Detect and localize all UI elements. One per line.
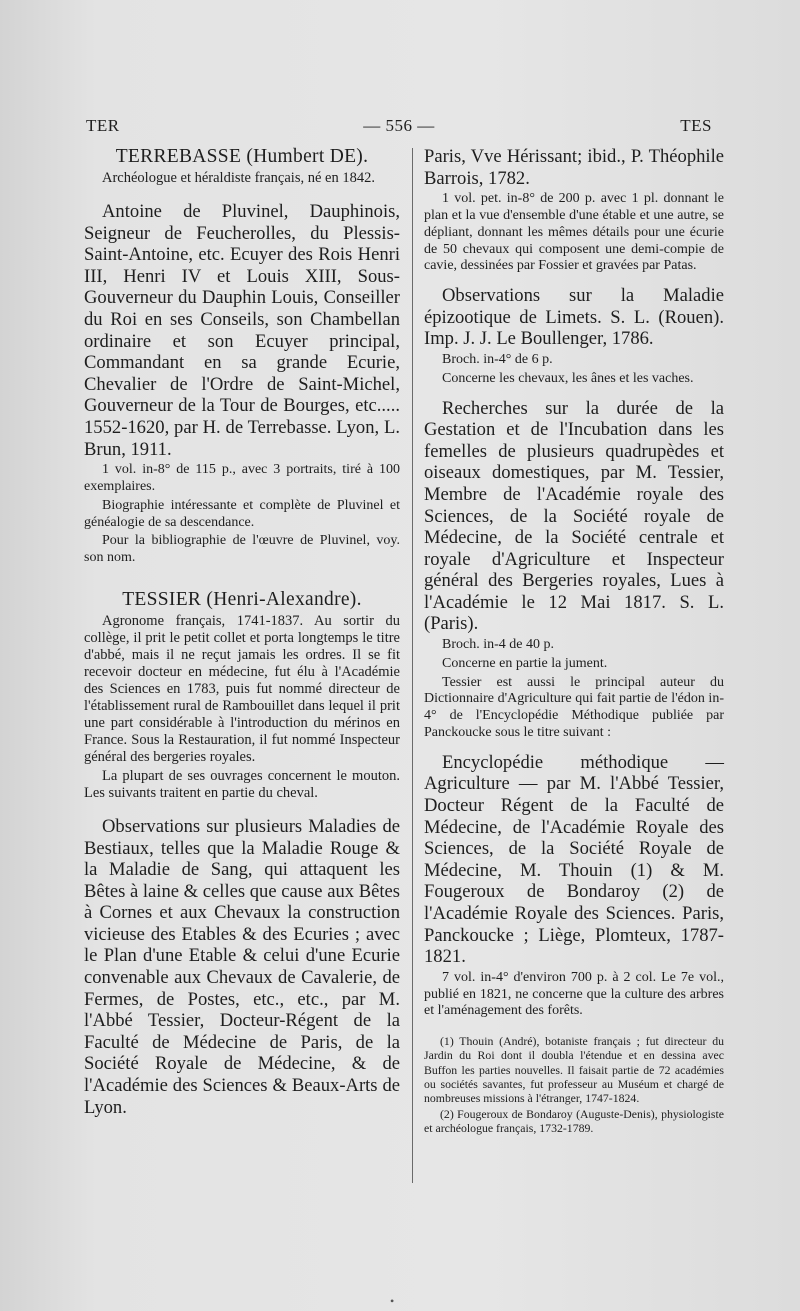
- running-head-left: TER: [86, 116, 120, 135]
- book-note: 1 vol. pet. in-8° de 200 p. avec 1 pl. donnant le plan et la vue d'ensemble d'une étable et une autre, se dépliant, donnant les mêmes détails pour une écurie de 50 chevaux qui composent une demi-compie de cavie, dessinées par Fossier et gravées par Patas.: [424, 191, 724, 274]
- book-note: 7 vol. in-4° d'environ 700 p. à 2 col. Le 7e vol., publié en 1821, ne concerne que la culture des arbres et l'aménagement des forêts.: [424, 969, 724, 1019]
- entry-bio-terrebasse: Archéologue et héraldiste français, né en 1842.: [102, 170, 375, 186]
- footnote-1: (1) Thouin (André), botaniste français ; fut directeur du Jardin du Roi dont il doubla l'étendue et en dessina avec Buffon les parties nouvelles. Il faisait partie de 72 académies ou sociétés savantes, fut professeur au Muséum et chargé de nombreuses missions à l'étranger, 1747-1824.: [424, 1034, 724, 1105]
- entry-bio-tessier-2: La plupart de ses ouvrages concernent le mouton. Les suivants traitent en partie du cheval.: [84, 767, 400, 801]
- running-head-right: TES: [680, 116, 712, 135]
- entry-bio-tessier: Agronome français, 1741-1837. Au sortir du collège, il prit le petit collet et porta longtemps le titre d'abbé, mais il ne reçut jamais les ordres. Il se fit recevoir docteur en médecine, fut élu à l'Académie des Sciences en 1783, puis fut nommé directeur de l'établissement rural de Rambouillet dans lequel il prit une part considérable à l'introduction du mérinos en France. Sous la Restauration, il fut nommé Inspecteur général des bergeries royales.: [84, 612, 400, 765]
- printer-mark: •: [390, 1294, 395, 1308]
- book-note: Broch. in-4 de 40 p.: [442, 637, 554, 653]
- page-number: — 556 —: [363, 116, 435, 135]
- footnotes: [424, 1034, 724, 1135]
- book-title-pluvinel: Antoine de Pluvinel, Dauphinois, Seigneur de Feucherolles, du Plessis-Saint-Antoine, etc. Ecuyer des Rois Henri III, Henri IV et Louis XIII, Sous-Gouverneur du Dauphin Louis, Conseiller du Roi en ses Conseils, son Chambellan ordinaire et son Ecuyer principal, Commandant en sa grande Ecurie, Chevalier de l'Ordre de Saint-Michel, Gouverneur de la Tour de Bourges, etc..... 1552-1620, par H. de Terrebasse. Lyon, L. Brun, 1911.: [84, 201, 400, 460]
- book-note: Concerne en partie la jument.: [442, 655, 608, 671]
- book-note: Concerne les chevaux, les ânes et les vaches.: [442, 370, 694, 386]
- book-note: Pour la bibliographie de l'œuvre de Pluvinel, voy. son nom.: [84, 533, 400, 566]
- book-title-maladie-epizootique: Observations sur la Maladie épizootique de Limets. S. L. (Rouen). Imp. J. J. Le Boullenger, 1786.: [424, 285, 724, 350]
- book-note: Biographie intéressante et complète de Pluvinel et généalogie de sa descendance.: [84, 497, 400, 530]
- book-note: Tessier est aussi le principal auteur du Dictionnaire d'Agriculture qui fait partie de l'édon in-4° de l'Encyclopédie Méthodique publiée par Panckoucke sous le titre suivant :: [424, 674, 724, 741]
- right-column: [424, 146, 724, 1136]
- entry-heading-tessier: TESSIER (Henri-Alexandre).: [122, 588, 362, 610]
- book-note: Broch. in-4° de 6 p.: [442, 351, 553, 367]
- footnote-2: (2) Fougeroux de Bondaroy (Auguste-Denis), physiologiste et archéologue français, 1732-1789.: [424, 1107, 724, 1136]
- book-title-recherches-gestation: Recherches sur la durée de la Gestation et de l'Incubation dans les femelles de plusieurs quadrupèdes et oiseaux domestiques, par M. Tessier, Membre de l'Académie royale des Sciences, de la Société royale de Médecine, de la Société centrale et royale d'Agriculture et Inspecteur général des Bergeries royales, Lues à l'Académie le 12 Mai 1817. S. L. (Paris).: [424, 397, 724, 635]
- left-column: [84, 146, 400, 1118]
- book-title-observations-maladies: Observations sur plusieurs Maladies de Bestiaux, telles que la Maladie Rouge & la Maladie de Sang, qui attaquent les Bêtes à laine & celles que cause aux Bêtes à Cornes et aux Chevaux la construction vicieuse des Etables & des Ecuries ; avec le Plan d'une Etable & celui d'une Ecurie convenable aux Chevaux de Cavalerie, de Fermes, de Postes, etc., etc., par M. l'Abbé Tessier, Docteur-Régent de la Faculté de Médecine de Paris, de la Société Royale de Médecine, & de l'Académie des Sciences & Beaux-Arts de Lyon.: [84, 815, 400, 1118]
- book-title-continuation: Paris, Vve Hérissant; ibid., P. Théophile Barrois, 1782.: [424, 146, 724, 189]
- entry-heading-terrebasse: TERREBASSE (Humbert DE).: [115, 146, 369, 167]
- book-note: 1 vol. in-8° de 115 p., avec 3 portraits, tiré à 100 exemplaires.: [84, 462, 400, 494]
- column-divider: [412, 148, 413, 1183]
- book-title-encyclopedie: Encyclopédie méthodique — Agriculture — par M. l'Abbé Tessier, Docteur Régent de la Faculté de Médecine, de l'Académie Royale des Sciences, de la Société Royale de Médecine, M. Thouin (1) & M. Fougeroux de Bondaroy (2) de l'Académie Royale des Sciences. Paris, Panckoucke ; Liège, Plomteux, 1787-1821.: [424, 751, 724, 968]
